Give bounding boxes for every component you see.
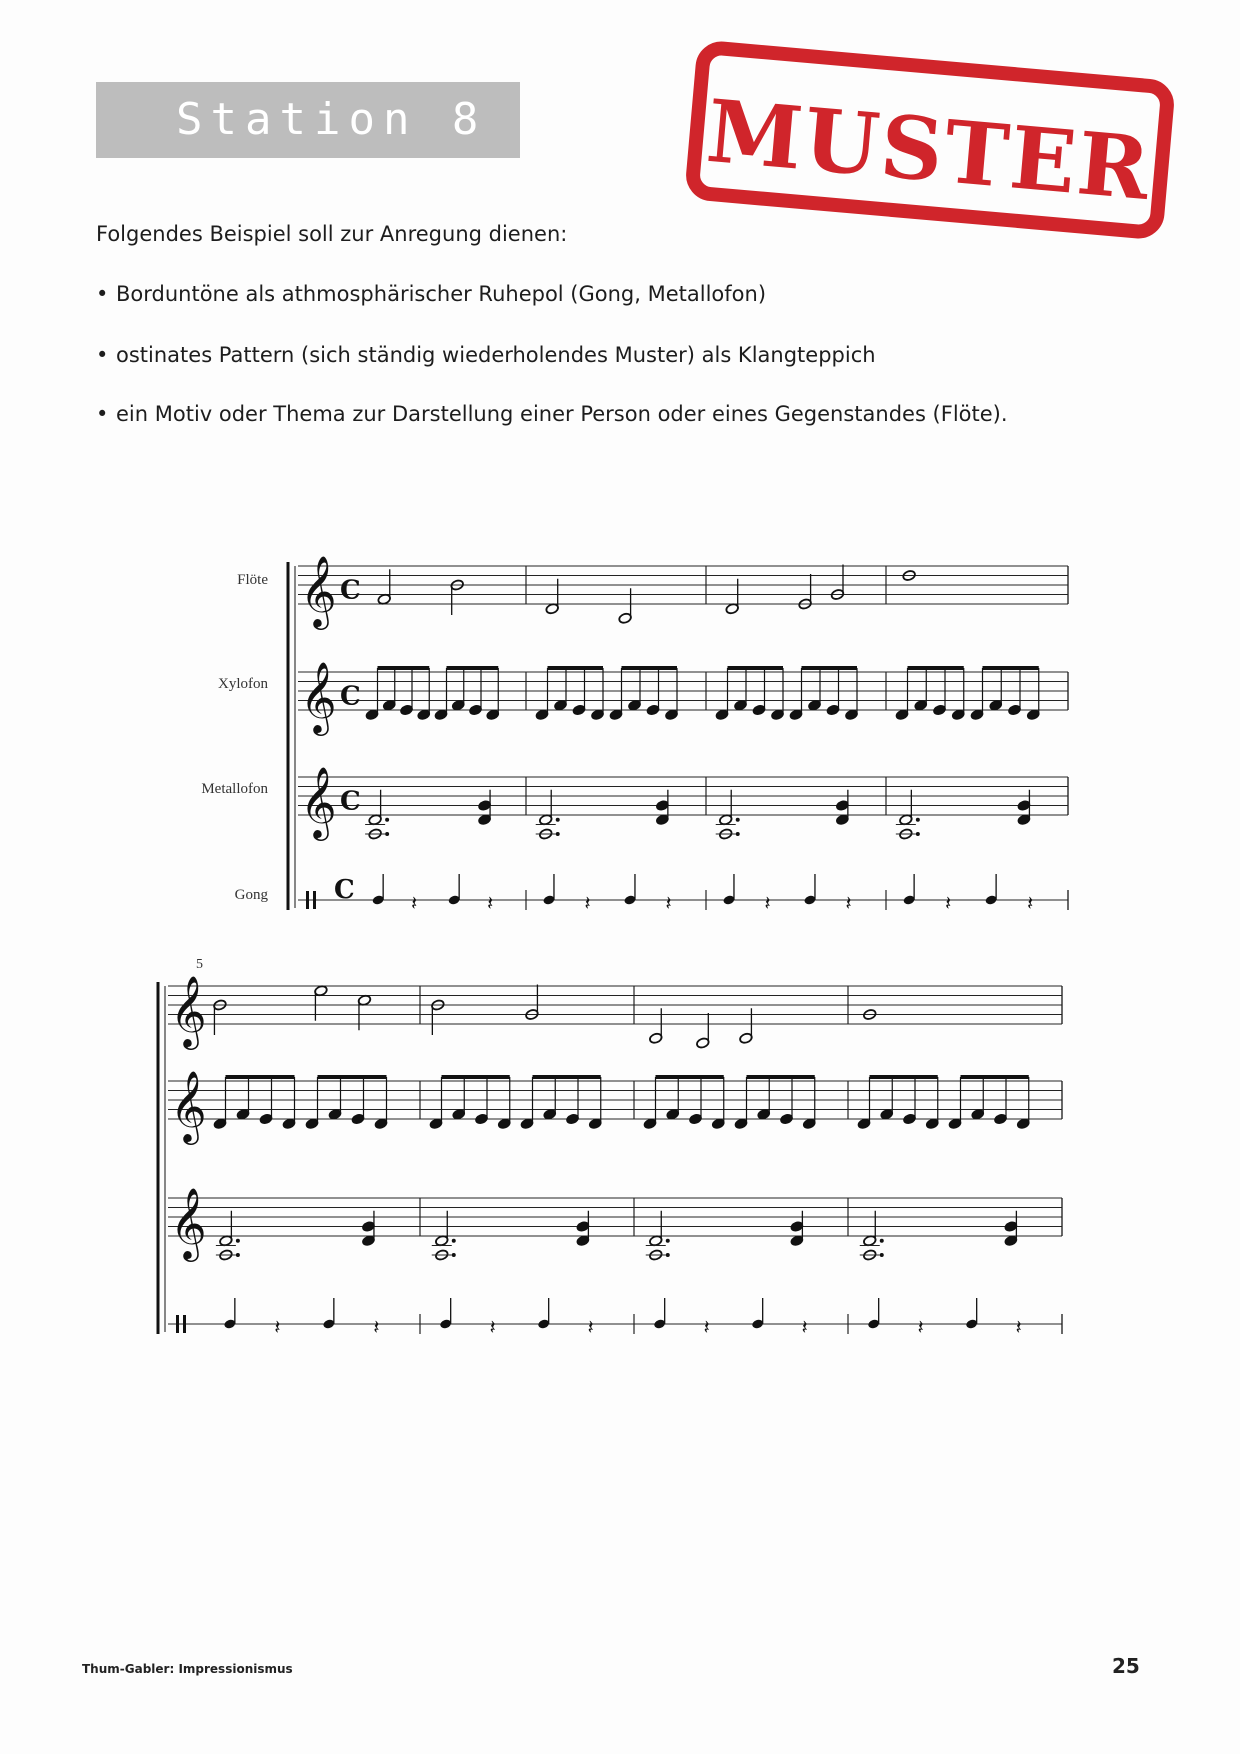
bullet-text: ostinates Pattern (sich ständig wiederholendes Muster) als Klangteppich <box>116 343 876 367</box>
note-dot <box>236 1253 240 1257</box>
station-title: Station 8 <box>176 94 487 145</box>
quarter-rest: 𝄽 <box>917 1315 924 1339</box>
note-dot <box>556 818 560 822</box>
quarter-rest: 𝄽 <box>703 1315 710 1339</box>
quarter-rest: 𝄽 <box>584 891 591 915</box>
quarter-rest: 𝄽 <box>764 891 771 915</box>
instrument-label-metallofon: Metallofon <box>201 781 268 797</box>
treble-clef-icon: 𝄞 <box>170 1186 207 1259</box>
instrument-label-xylofon: Xylofon <box>218 676 268 692</box>
page-number: 25 <box>1112 1654 1140 1678</box>
time-signature: C <box>340 575 361 606</box>
note-dot <box>385 832 389 836</box>
quarter-rest: 𝄽 <box>1027 891 1034 915</box>
percussion-clef-icon <box>313 891 316 909</box>
quarter-rest: 𝄽 <box>373 1315 380 1339</box>
note-dot <box>556 832 560 836</box>
percussion-clef-icon <box>176 1315 179 1333</box>
percussion-clef-icon <box>183 1315 186 1333</box>
bullet-text: Borduntöne als athmosphärischer Ruhepol (Gong, Metallofon) <box>116 282 767 306</box>
bullet-item-1: • Borduntöne als athmosphärischer Ruhepol (Gong, Metallofon) <box>96 282 767 306</box>
quarter-rest: 𝄽 <box>411 891 418 915</box>
time-signature: C <box>340 786 361 817</box>
quarter-rest: 𝄽 <box>587 1315 594 1339</box>
note-dot <box>916 818 920 822</box>
treble-clef-icon: 𝄞 <box>170 974 207 1047</box>
quarter-rest: 𝄽 <box>945 891 952 915</box>
note-dot <box>880 1239 884 1243</box>
time-signature: C <box>340 681 361 712</box>
quarter-rest: 𝄽 <box>845 891 852 915</box>
treble-clef-icon: 𝄞 <box>300 554 337 627</box>
note-dot <box>880 1253 884 1257</box>
percussion-clef-icon <box>306 891 309 909</box>
measure-number: 5 <box>196 957 203 972</box>
note-dot <box>452 1239 456 1243</box>
note-dot <box>385 818 389 822</box>
footer-credit: Thum-Gabler: Impressionismus <box>82 1662 293 1676</box>
treble-clef-icon: 𝄞 <box>300 660 337 733</box>
treble-clef-icon: 𝄞 <box>300 765 337 838</box>
quarter-rest: 𝄽 <box>489 1315 496 1339</box>
intro-text: Folgendes Beispiel soll zur Anregung dienen: <box>96 222 568 246</box>
quarter-rest: 𝄽 <box>274 1315 281 1339</box>
note-dot <box>916 832 920 836</box>
bullet-item-2: • ostinates Pattern (sich ständig wiederholendes Muster) als Klangteppich <box>96 343 876 367</box>
note-dot <box>452 1253 456 1257</box>
note-dot <box>236 1239 240 1243</box>
quarter-rest: 𝄽 <box>487 891 494 915</box>
note-dot <box>736 818 740 822</box>
bullet-text: ein Motiv oder Thema zur Darstellung einer Person oder eines Gegenstandes (Flöte). <box>116 402 1008 426</box>
instrument-label-floete: Flöte <box>237 572 268 588</box>
instrument-label-gong: Gong <box>234 887 268 903</box>
treble-clef-icon: 𝄞 <box>170 1069 207 1142</box>
quarter-rest: 𝄽 <box>1015 1315 1022 1339</box>
quarter-rest: 𝄽 <box>801 1315 808 1339</box>
note-dot <box>666 1239 670 1243</box>
note-dot <box>666 1253 670 1257</box>
quarter-rest: 𝄽 <box>665 891 672 915</box>
time-signature: C <box>334 875 355 905</box>
note-dot <box>736 832 740 836</box>
bullet-item-3: • ein Motiv oder Thema zur Darstellung einer Person oder eines Gegenstandes (Flöte). <box>96 402 1008 426</box>
stamp-text: MUSTER <box>702 80 1156 221</box>
